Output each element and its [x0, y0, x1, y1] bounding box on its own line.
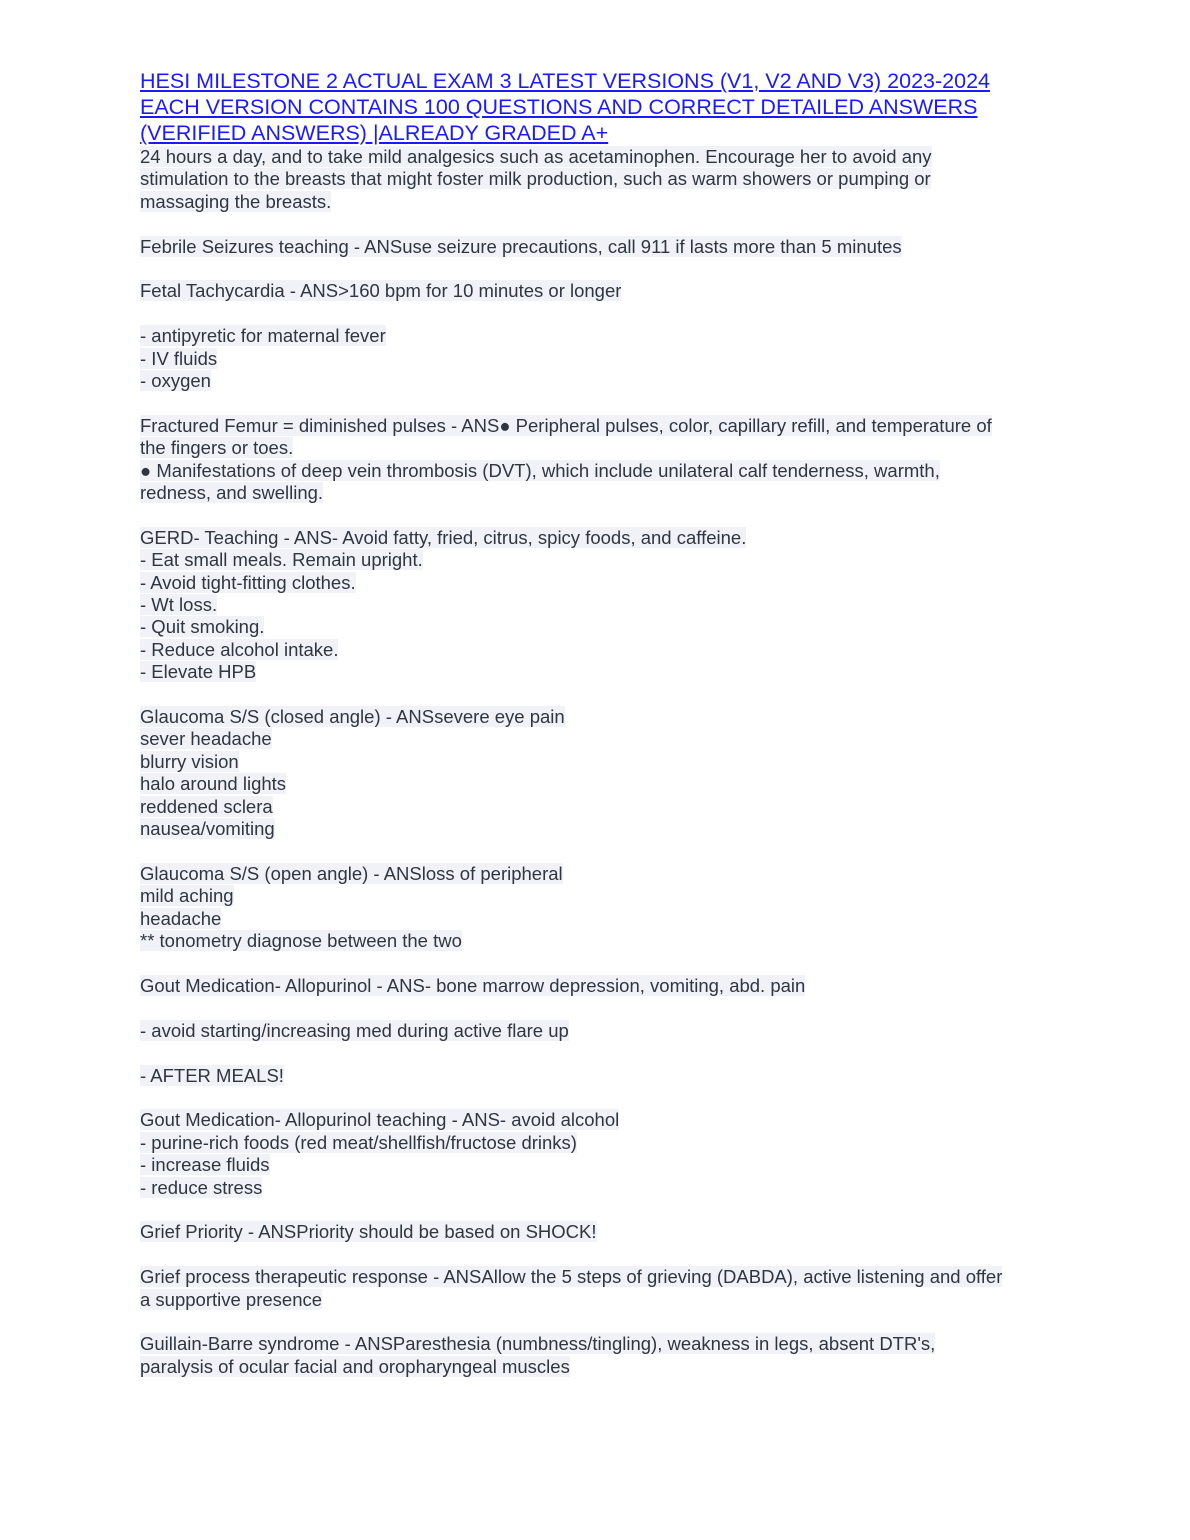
text-line: 24 hours a day, and to take mild analgesics such as acetaminophen. Encourage her to avoid any [140, 146, 932, 167]
list-item: - Eat small meals. Remain upright. [140, 549, 423, 571]
list-item: ** tonometry diagnose between the two [140, 930, 462, 952]
title-line: (VERIFIED ANSWERS) |ALREADY GRADED A+ [140, 121, 609, 145]
list-item: sever headache [140, 728, 272, 750]
text-line: a supportive presence [140, 1288, 323, 1310]
list-item: blurry vision [140, 750, 239, 772]
entry-guillain-barre: Guillain-Barre syndrome - ANSParesthesia (numbness/tingling), weakness in legs, absent DTR's, [140, 1333, 936, 1355]
entry-gout-allopurinol: Gout Medication- Allopurinol - ANS- bone marrow depression, vomiting, abd. pain [140, 974, 806, 996]
list-item: - avoid starting/increasing med during active flare up [140, 1019, 569, 1041]
text-line: massaging the breasts. [140, 190, 332, 212]
list-item: nausea/vomiting [140, 818, 275, 840]
list-item: - increase fluids [140, 1154, 270, 1176]
list-item: reddened sclera [140, 795, 273, 817]
document-title-link[interactable] [140, 68, 1060, 146]
entry-febrile-seizures: Febrile Seizures teaching - ANSuse seizure precautions, call 911 if lasts more than 5 minutes [140, 235, 902, 257]
list-item: - purine-rich foods (red meat/shellfish/fructose drinks) [140, 1131, 577, 1153]
entry-gout-allopurinol-teaching: Gout Medication- Allopurinol teaching - ANS- avoid alcohol [140, 1109, 620, 1131]
list-item: mild aching [140, 885, 234, 907]
list-item: - Avoid tight-fitting clothes. [140, 571, 356, 593]
entry-glaucoma-closed-angle: Glaucoma S/S (closed angle) - ANSsevere eye pain [140, 706, 565, 728]
title-line: EACH VERSION CONTAINS 100 QUESTIONS AND CORRECT DETAILED ANSWERS [140, 95, 978, 119]
entry-grief-process: Grief process therapeutic response - ANSAllow the 5 steps of grieving (DABDA), active listening and offer [140, 1266, 1003, 1288]
text-line: redness, and swelling. [140, 482, 324, 504]
text-line: the fingers or toes. [140, 437, 294, 459]
list-item: headache [140, 907, 222, 929]
list-item: - Elevate HPB [140, 661, 257, 683]
text-line: paralysis of ocular facial and oropharyngeal muscles [140, 1355, 570, 1377]
list-item: halo around lights [140, 773, 287, 795]
text-line: ● Manifestations of deep vein thrombosis (DVT), which include unilateral calf tenderness, warmth, [140, 459, 940, 481]
list-item: - Wt loss. [140, 594, 218, 616]
list-item: - oxygen [140, 370, 211, 392]
entry-glaucoma-open-angle: Glaucoma S/S (open angle) - ANSloss of peripheral [140, 862, 563, 884]
text-line: stimulation to the breasts that might foster milk production, such as warm showers or pumping or [140, 168, 931, 190]
list-item: - AFTER MEALS! [140, 1064, 284, 1086]
list-item: - IV fluids [140, 347, 218, 369]
entry-fractured-femur: Fractured Femur = diminished pulses - ANS● Peripheral pulses, color, capillary refill, and temperature of [140, 414, 992, 436]
document-body [140, 146, 1070, 1378]
list-item: - antipyretic for maternal fever [140, 325, 386, 347]
entry-grief-priority: Grief Priority - ANSPriority should be based on SHOCK! [140, 1221, 597, 1243]
entry-fetal-tachycardia: Fetal Tachycardia - ANS>160 bpm for 10 minutes or longer [140, 280, 622, 302]
list-item: - Reduce alcohol intake. [140, 638, 339, 660]
title-line: HESI MILESTONE 2 ACTUAL EXAM 3 LATEST VERSIONS (V1, V2 AND V3) 2023-2024 [140, 69, 990, 93]
list-item: - Quit smoking. [140, 616, 265, 638]
entry-gerd-teaching: GERD- Teaching - ANS- Avoid fatty, fried, citrus, spicy foods, and caffeine. [140, 526, 747, 548]
list-item: - reduce stress [140, 1176, 263, 1198]
